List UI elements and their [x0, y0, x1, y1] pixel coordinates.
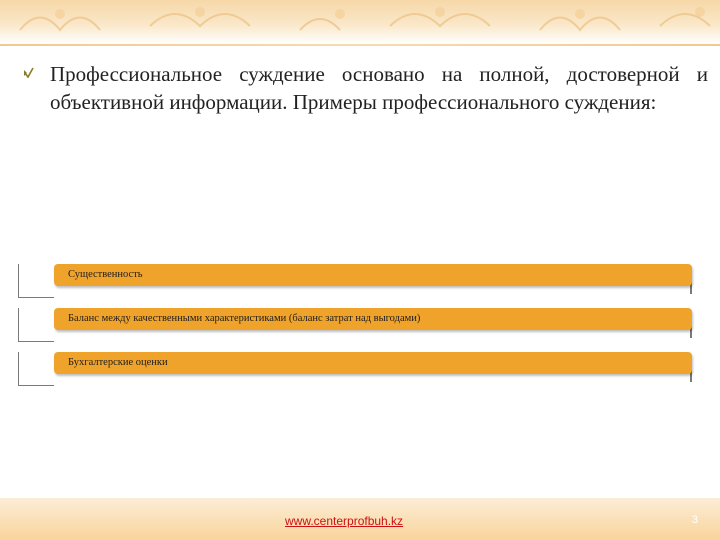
list-item-balance — [54, 308, 692, 330]
list-item-label: Бухгалтерские оценки — [68, 357, 168, 368]
bullet-text: Профессиональное суждение основано на полной, достоверной и объективной информации. Примеры профессионального суждения: — [50, 62, 708, 114]
list-item-estimates — [54, 352, 692, 374]
list-item-label: Существенность — [68, 269, 143, 280]
list-item-materiality — [54, 264, 692, 286]
list-connector — [18, 352, 54, 386]
list-connector — [18, 308, 54, 342]
list-connector — [18, 264, 54, 298]
page-number: 3 — [691, 514, 698, 526]
list-item-label: Баланс между качественными характеристиками (баланс затрат над выгодами) — [68, 313, 421, 324]
footer-website-link[interactable]: www.centerprofbuh.kz — [285, 514, 404, 528]
